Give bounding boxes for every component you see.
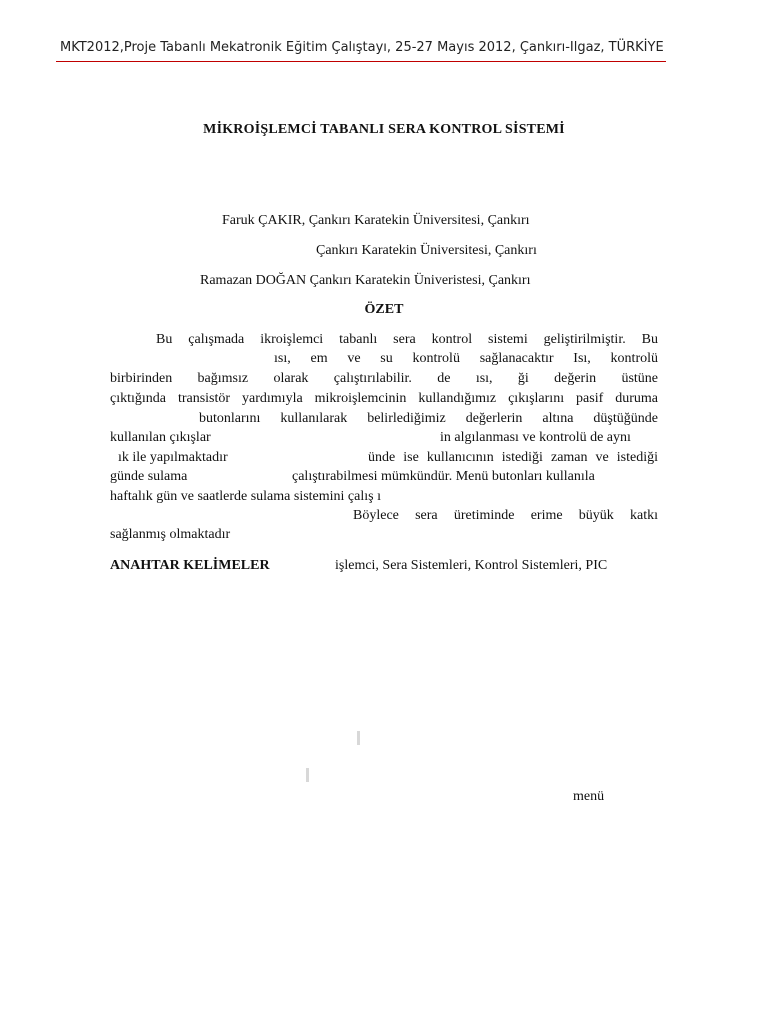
abstract-line-3: birbirinden bağımsız olarak çalıştırılabilir. de ısı, ği değerin üstüne (110, 371, 658, 386)
paper-title: MİKROİŞLEMCİ TABANLI SERA KONTROL SİSTEMİ (203, 122, 565, 137)
abstract-line-7a: ık ile yapılmaktadır (118, 450, 228, 465)
abstract-line-8a: günde sulama (110, 469, 188, 484)
header-rule (56, 61, 666, 62)
author-line-3: Ramazan DOĞAN Çankırı Karatekin Üniveristesi, Çankırı (200, 273, 531, 288)
author-line-2: Çankırı Karatekin Üniversitesi, Çankırı (316, 243, 537, 258)
abstract-heading: ÖZET (364, 302, 404, 317)
abstract-line-5: butonlarını kullanılarak belirlediğimiz değerlerin altına düştüğünde (199, 411, 658, 426)
keywords-text: işlemci, Sera Sistemleri, Kontrol Sistemleri, PIC (335, 558, 608, 573)
scan-artifact-mark (357, 731, 360, 745)
abstract-line-10: Böylece sera üretiminde erime büyük katkı (353, 508, 658, 523)
keywords-label: ANAHTAR KELİMELER (110, 558, 270, 573)
abstract-line-6a: kullanılan çıkışlar (110, 430, 211, 445)
abstract-line-9: haftalık gün ve saatlerde sulama sistemini çalış ı (110, 489, 381, 504)
author-line-1: Faruk ÇAKIR, Çankırı Karatekin Üniversitesi, Çankırı (222, 213, 530, 228)
abstract-line-11: sağlanmış olmaktadır (110, 527, 231, 542)
abstract-line-8b: çalıştırabilmesi mümkündür. Menü butonları kullanıla (292, 469, 595, 484)
stray-word: menü (573, 789, 605, 804)
conference-header: MKT2012,Proje Tabanlı Mekatronik Eğitim Çalıştayı, 25-27 Mayıs 2012, Çankırı-Ilgaz, TÜRKİYE (60, 40, 664, 55)
abstract-line-6b: in algılanması ve kontrolü de aynı (440, 430, 631, 445)
abstract-line-4: çıktığında transistör yardımıyla mikroişlemcinin kullandığımız çıkışlarını pasif duruma (110, 391, 658, 406)
abstract-line-2: ısı, em ve su kontrolü sağlanacaktır Isı, kontrolü (274, 351, 658, 366)
abstract-line-1: Bu çalışmada ikroişlemci tabanlı sera kontrol sistemi geliştirilmiştir. Bu (156, 332, 658, 347)
abstract-line-7b: ünde ise kullanıcının istediği zaman ve istediği (368, 450, 658, 465)
scan-artifact-mark (306, 768, 309, 782)
